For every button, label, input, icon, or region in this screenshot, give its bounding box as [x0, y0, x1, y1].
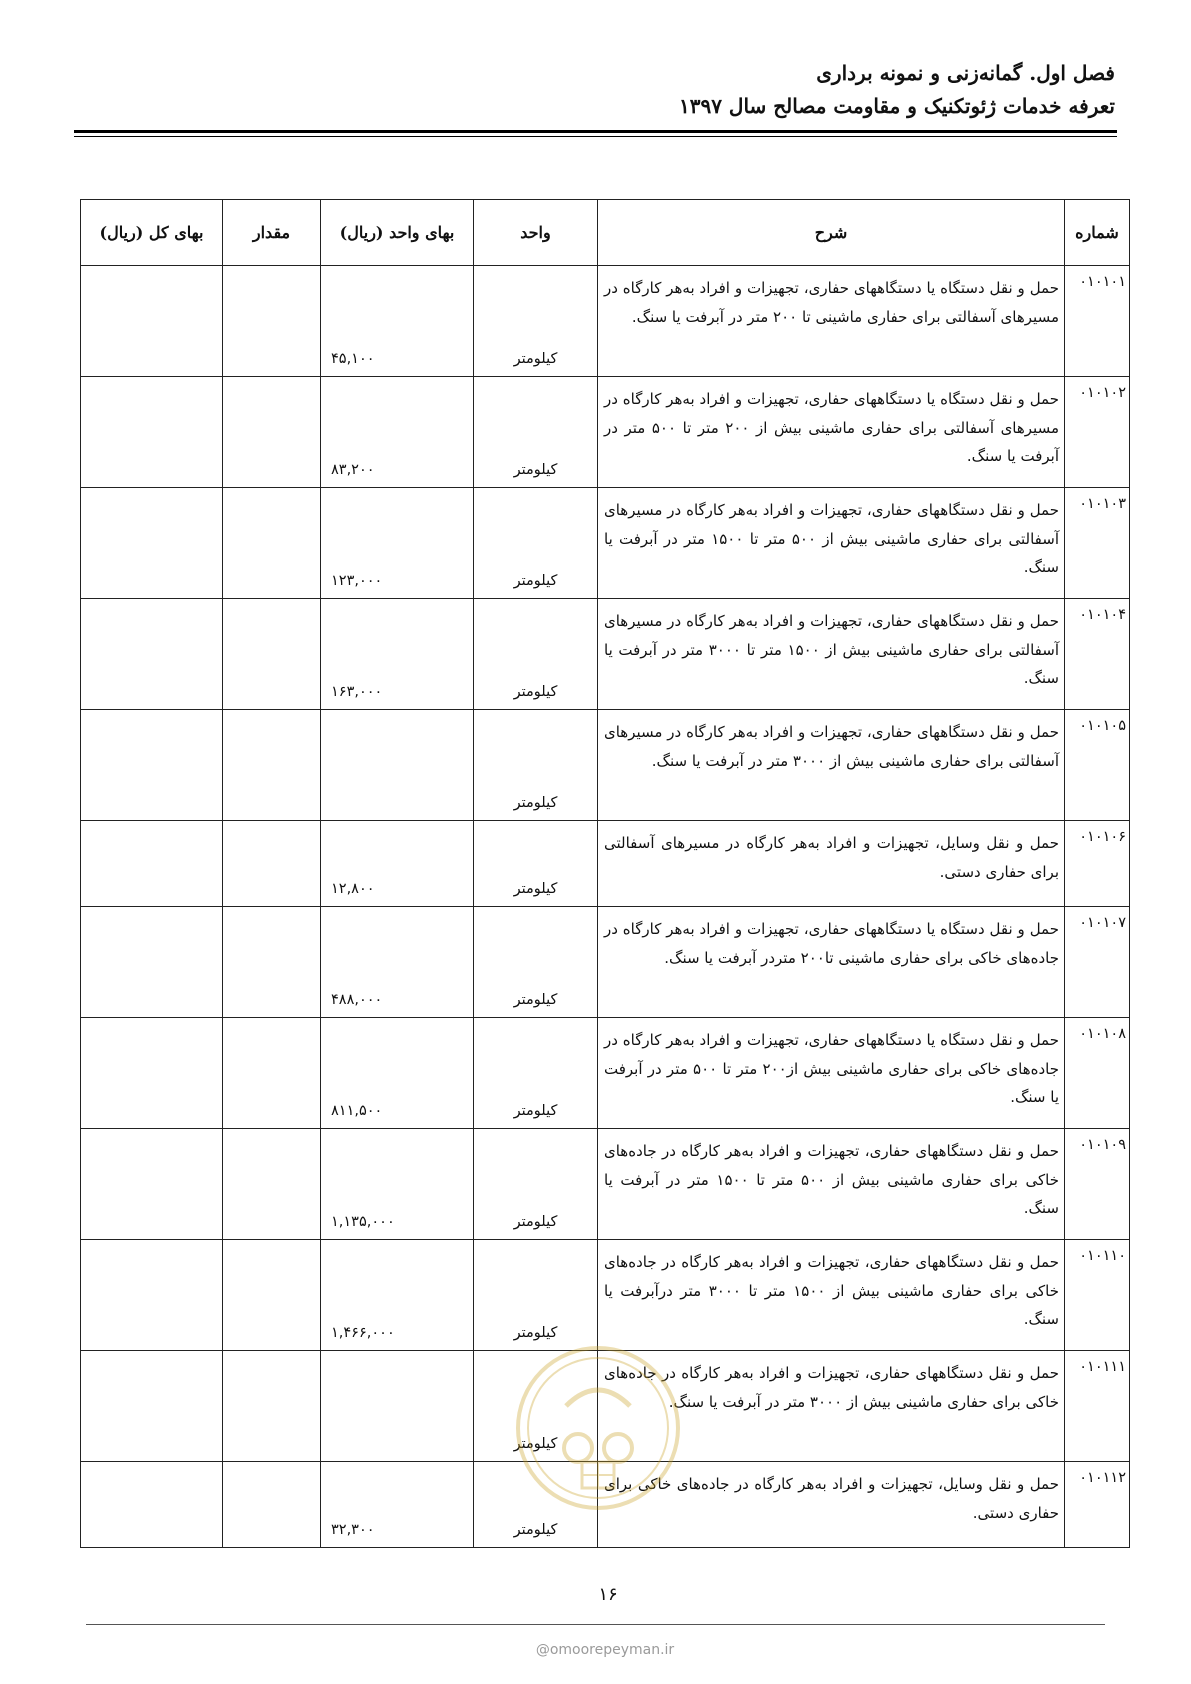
item-total-price [81, 1240, 223, 1351]
item-unit: کیلومتر [474, 1129, 598, 1240]
table-row [81, 1018, 1130, 1129]
item-unit-price: ۸۳,۲۰۰ [321, 377, 474, 488]
item-unit: کیلومتر [474, 1351, 598, 1462]
column-header-quantity: مقدار [223, 200, 321, 266]
table-row [81, 377, 1130, 488]
item-number: ۰۱۰۱۰۷ [1065, 907, 1130, 1018]
table-row [81, 488, 1130, 599]
header-rule-thick [74, 130, 1117, 133]
item-description: حمل و نقل وسایل، تجهیزات و افراد به‌هر کارگاه در مسیرهای آسفالتی برای حفاری دستی. [598, 821, 1065, 907]
item-unit-price [321, 710, 474, 821]
item-total-price [81, 907, 223, 1018]
item-unit: کیلومتر [474, 1240, 598, 1351]
item-quantity [223, 377, 321, 488]
item-unit-price: ۱,۱۳۵,۰۰۰ [321, 1129, 474, 1240]
table-header-row [81, 200, 1130, 266]
table-row [81, 599, 1130, 710]
item-quantity [223, 599, 321, 710]
item-description: حمل و نقل دستگاه یا دستگاههای حفاری، تجهیزات و افراد به‌هر کارگاه در جاده‌های خاکی برای حفاری ماشینی تا۲۰۰ متردر آبرفت یا سنگ. [598, 907, 1065, 1018]
item-total-price [81, 266, 223, 377]
item-quantity [223, 821, 321, 907]
item-number: ۰۱۰۱۰۵ [1065, 710, 1130, 821]
item-quantity [223, 1018, 321, 1129]
item-total-price [81, 1351, 223, 1462]
item-quantity [223, 1351, 321, 1462]
item-description: حمل و نقل وسایل، تجهیزات و افراد به‌هر کارگاه در جاده‌های خاکی برای حفاری دستی. [598, 1462, 1065, 1548]
item-unit: کیلومتر [474, 488, 598, 599]
document-title: تعرفه خدمات ژئوتکنیک و مقاومت مصالح سال ۱۳۹۷ [678, 94, 1115, 118]
table-row [81, 266, 1130, 377]
column-header-description: شرح [598, 200, 1065, 266]
item-description: حمل و نقل دستگاههای حفاری، تجهیزات و افراد به‌هر کارگاه در مسیرهای آسفالتی برای حفاری ماشینی بیش از ۵۰۰ متر تا ۱۵۰۰ متر در آبرفت یا سنگ. [598, 488, 1065, 599]
column-header-unit: واحد [474, 200, 598, 266]
item-description: حمل و نقل دستگاه یا دستگاههای حفاری، تجهیزات و افراد به‌هر کارگاه در مسیرهای آسفالتی برای حفاری ماشینی بیش از ۲۰۰ متر تا ۵۰۰ متر در آبرفت یا سنگ. [598, 377, 1065, 488]
chapter-title: فصل اول. گمانه‌زنی و نمونه برداری [816, 61, 1115, 85]
item-unit-price: ۳۲,۳۰۰ [321, 1462, 474, 1548]
item-total-price [81, 599, 223, 710]
footer-rule [86, 1624, 1105, 1625]
item-quantity [223, 488, 321, 599]
item-number: ۰۱۰۱۰۹ [1065, 1129, 1130, 1240]
item-quantity [223, 1129, 321, 1240]
item-unit-price [321, 1351, 474, 1462]
item-number: ۰۱۰۱۱۲ [1065, 1462, 1130, 1548]
column-header-total-price: بهای کل (ریال) [81, 200, 223, 266]
item-total-price [81, 710, 223, 821]
table-row [81, 907, 1130, 1018]
item-quantity [223, 266, 321, 377]
item-unit: کیلومتر [474, 821, 598, 907]
column-header-unit-price: بهای واحد (ریال) [321, 200, 474, 266]
item-unit: کیلومتر [474, 907, 598, 1018]
item-description: حمل و نقل دستگاه یا دستگاههای حفاری، تجهیزات و افراد به‌هر کارگاه در مسیرهای آسفالتی برای حفاری ماشینی تا ۲۰۰ متر در آبرفت یا سنگ. [598, 266, 1065, 377]
item-description: حمل و نقل دستگاههای حفاری، تجهیزات و افراد به‌هر کارگاه در مسیرهای آسفالتی برای حفاری ماشینی بیش از ۱۵۰۰ متر تا ۳۰۰۰ متر در آبرفت یا سنگ. [598, 599, 1065, 710]
item-unit: کیلومتر [474, 266, 598, 377]
item-number: ۰۱۰۱۰۸ [1065, 1018, 1130, 1129]
item-unit: کیلومتر [474, 1462, 598, 1548]
publisher-seal-icon [514, 1344, 682, 1512]
page-header [76, 58, 1115, 121]
item-total-price [81, 1462, 223, 1548]
item-total-price [81, 377, 223, 488]
item-unit-price: ۱۲,۸۰۰ [321, 821, 474, 907]
item-unit-price: ۱۲۳,۰۰۰ [321, 488, 474, 599]
item-number: ۰۱۰۱۰۳ [1065, 488, 1130, 599]
item-unit-price: ۴۸۸,۰۰۰ [321, 907, 474, 1018]
item-unit: کیلومتر [474, 377, 598, 488]
item-description: حمل و نقل دستگاههای حفاری، تجهیزات و افراد به‌هر کارگاه در جاده‌های خاکی برای حفاری ماشینی بیش از ۱۵۰۰ متر تا ۳۰۰۰ متر درآبرفت یا سنگ. [598, 1240, 1065, 1351]
item-unit-price: ۱۶۳,۰۰۰ [321, 599, 474, 710]
item-description: حمل و نقل دستگاههای حفاری، تجهیزات و افراد به‌هر کارگاه در جاده‌های خاکی برای حفاری ماشینی بیش از ۳۰۰۰ متر در آبرفت یا سنگ. [598, 1351, 1065, 1462]
item-unit-price: ۴۵,۱۰۰ [321, 266, 474, 377]
item-quantity [223, 1240, 321, 1351]
item-number: ۰۱۰۱۱۰ [1065, 1240, 1130, 1351]
item-unit: کیلومتر [474, 1018, 598, 1129]
item-description: حمل و نقل دستگاههای حفاری، تجهیزات و افراد به‌هر کارگاه در جاده‌های خاکی برای حفاری ماشینی بیش از ۵۰۰ متر تا ۱۵۰۰ متر در آبرفت یا سنگ. [598, 1129, 1065, 1240]
item-unit-price: ۱,۴۶۶,۰۰۰ [321, 1240, 474, 1351]
header-rule-thin [74, 136, 1117, 137]
item-quantity [223, 1462, 321, 1548]
table-row [81, 710, 1130, 821]
item-total-price [81, 821, 223, 907]
item-unit: کیلومتر [474, 710, 598, 821]
item-quantity [223, 907, 321, 1018]
page-number: ۱۶ [598, 1584, 618, 1605]
column-header-number: شماره [1065, 200, 1130, 266]
table-row [81, 821, 1130, 907]
item-total-price [81, 1129, 223, 1240]
item-unit-price: ۸۱۱,۵۰۰ [321, 1018, 474, 1129]
item-description: حمل و نقل دستگاههای حفاری، تجهیزات و افراد به‌هر کارگاه در مسیرهای آسفالتی برای حفاری ماشینی بیش از ۳۰۰۰ متر در آبرفت یا سنگ. [598, 710, 1065, 821]
item-quantity [223, 710, 321, 821]
item-number: ۰۱۰۱۰۶ [1065, 821, 1130, 907]
table-row [81, 1240, 1130, 1351]
item-number: ۰۱۰۱۰۲ [1065, 377, 1130, 488]
item-number: ۰۱۰۱۱۱ [1065, 1351, 1130, 1462]
item-total-price [81, 488, 223, 599]
item-total-price [81, 1018, 223, 1129]
table-row [81, 1129, 1130, 1240]
item-description: حمل و نقل دستگاه یا دستگاههای حفاری، تجهیزات و افراد به‌هر کارگاه در جاده‌های خاکی برای حفاری ماشینی بیش از۲۰۰ متر تا ۵۰۰ متر در آبرفت یا سنگ. [598, 1018, 1065, 1129]
item-number: ۰۱۰۱۰۱ [1065, 266, 1130, 377]
item-unit: کیلومتر [474, 599, 598, 710]
site-watermark: @omoorepeyman.ir [535, 1642, 675, 1658]
item-number: ۰۱۰۱۰۴ [1065, 599, 1130, 710]
